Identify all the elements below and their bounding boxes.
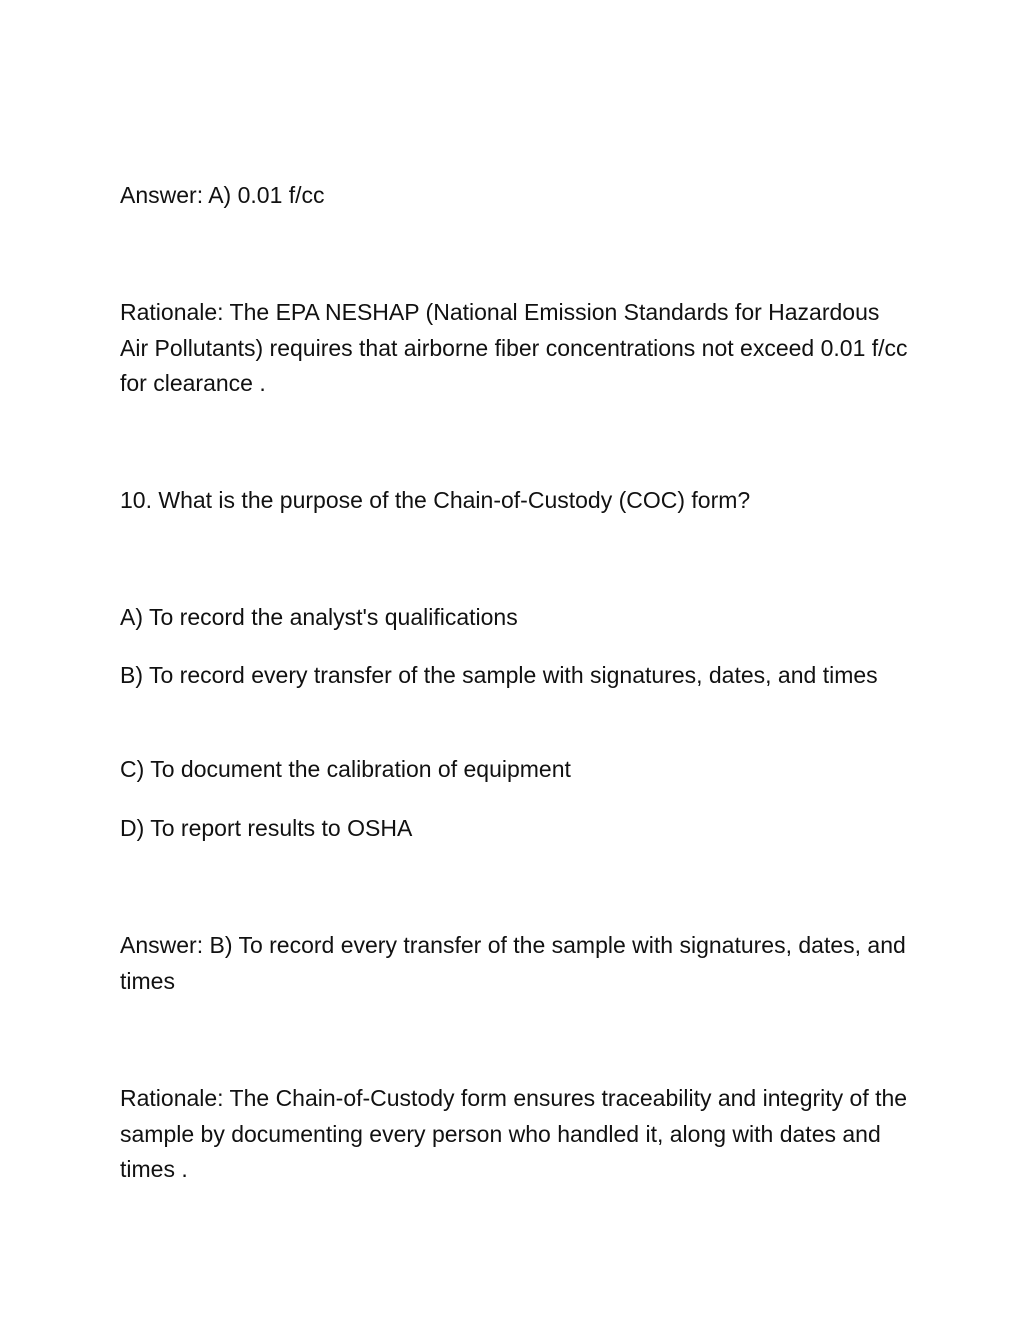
option-c: C) To document the calibration of equipment (120, 756, 571, 782)
rationale-text: Rationale: The EPA NESHAP (National Emission Standards for Hazardous Air Pollutants) requires that airborne fiber concentrations not exceed 0.01 f/cc for clearance . (120, 299, 908, 396)
question-text: 10. What is the purpose of the Chain-of-Custody (COC) form? (120, 487, 751, 513)
option-b: B) To record every transfer of the sample with signatures, dates, and times (120, 662, 878, 688)
answer-text: Answer: A) 0.01 f/cc (120, 182, 325, 208)
option-a: A) To record the analyst's qualifications (120, 604, 518, 630)
rationale-text: Rationale: The Chain-of-Custody form ensures traceability and integrity of the sample by documenting every person who handled it, along with dates and times . (120, 1085, 908, 1182)
option-d: D) To report results to OSHA (120, 815, 413, 841)
answer-text: Answer: B) To record every transfer of the sample with signatures, dates, and times (120, 932, 906, 994)
